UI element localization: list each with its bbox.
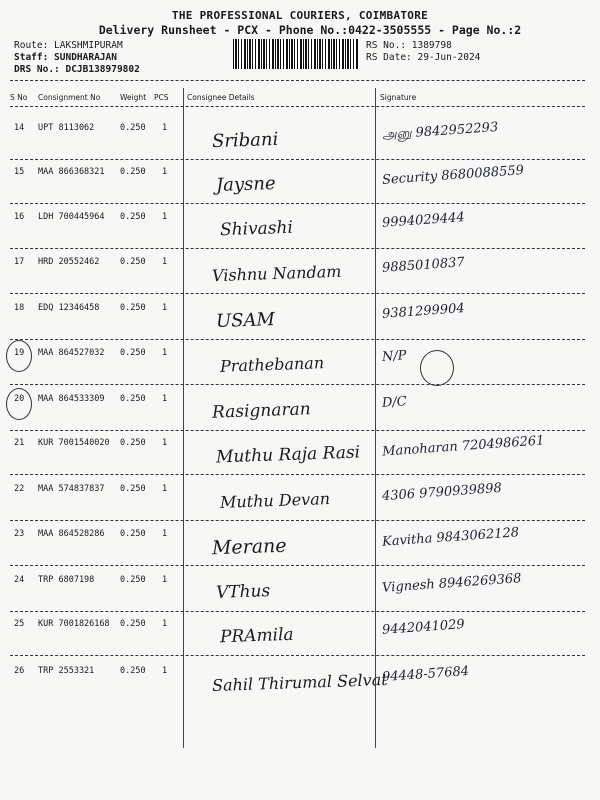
row-consignment: MAA 864528286 <box>38 529 105 539</box>
row-consignment: UPT 8113062 <box>38 123 95 133</box>
col-details: Consignee Details <box>187 93 255 102</box>
signature-text: அனு 9842952293 <box>381 119 499 144</box>
row-weight: 0.250 <box>120 212 146 222</box>
consignee-name: Muthu Raja Rasi <box>215 442 361 468</box>
signature-text: 94448-57684 <box>381 663 470 686</box>
row-divider <box>10 430 585 431</box>
consignee-name: Muthu Devan <box>219 489 331 512</box>
consignee-name: Sahil Thirumal Selvat <box>211 669 388 696</box>
consignee-name: PRAmila <box>219 624 294 648</box>
circle-mark <box>6 340 32 372</box>
consignee-name: Prathebanan <box>219 353 325 376</box>
consignee-name: USAM <box>215 308 276 333</box>
signature-text: 9381299904 <box>381 301 466 322</box>
company-title: THE PROFESSIONAL COURIERS, COIMBATORE <box>171 9 429 22</box>
row-divider <box>10 520 585 521</box>
row-weight: 0.250 <box>120 575 146 585</box>
row-weight: 0.250 <box>120 484 146 494</box>
barcode <box>233 39 358 69</box>
row-divider <box>10 474 585 475</box>
row-pcs: 1 <box>162 257 168 267</box>
consignee-name: Merane <box>211 534 287 560</box>
row-divider <box>10 159 585 160</box>
signature-text: Manoharan 7204986261 <box>381 433 545 460</box>
consignee-name: Rasignaran <box>211 399 311 423</box>
row-pcs: 1 <box>162 575 168 585</box>
row-consignment: KUR 7001826168 <box>38 619 110 629</box>
row-pcs: 1 <box>162 212 168 222</box>
row-sno: 15 <box>14 167 25 177</box>
row-divider <box>10 565 585 566</box>
row-consignment: EDQ 12346458 <box>38 303 100 313</box>
signature-text: D/C <box>381 394 408 411</box>
col-weight: Weight <box>120 93 147 102</box>
consignee-name: Shivashi <box>219 217 294 241</box>
divider <box>10 80 585 81</box>
row-sno: 24 <box>14 575 25 585</box>
row-consignment: HRD 20552462 <box>38 257 100 267</box>
signature-text: 9442041029 <box>381 617 466 638</box>
signature-text: 9885010837 <box>381 255 466 276</box>
row-consignment: LDH 700445964 <box>38 212 105 222</box>
row-divider <box>10 203 585 204</box>
row-sno: 21 <box>14 438 25 448</box>
row-sno: 25 <box>14 619 25 629</box>
row-pcs: 1 <box>162 666 168 676</box>
row-pcs: 1 <box>162 303 168 313</box>
circle-mark <box>6 388 32 420</box>
drs-number: DRS No.: DCJB138979802 <box>14 64 140 75</box>
row-weight: 0.250 <box>120 529 146 539</box>
signature-text: 4306 9790939898 <box>381 480 503 505</box>
row-weight: 0.250 <box>120 666 146 676</box>
col-pcs: PCS <box>154 93 169 102</box>
row-pcs: 1 <box>162 438 168 448</box>
row-consignment: KUR 7001540020 <box>38 438 110 448</box>
row-weight: 0.250 <box>120 303 146 313</box>
row-sno: 23 <box>14 529 25 539</box>
signature-text: Kavitha 9843062128 <box>381 525 520 550</box>
row-divider <box>10 293 585 294</box>
rs-number: RS No.: 1389798 <box>366 40 452 51</box>
row-sno: 18 <box>14 303 25 313</box>
row-consignment: MAA 864533309 <box>38 394 105 404</box>
row-weight: 0.250 <box>120 619 146 629</box>
row-weight: 0.250 <box>120 123 146 133</box>
row-sno: 19 <box>14 348 25 358</box>
row-weight: 0.250 <box>120 167 146 177</box>
col-sno: S No <box>10 93 28 102</box>
consignee-name: Vishnu Nandam <box>211 261 342 286</box>
row-consignment: TRP 6807198 <box>38 575 95 585</box>
row-pcs: 1 <box>162 394 168 404</box>
row-weight: 0.250 <box>120 348 146 358</box>
row-consignment: MAA 864527032 <box>38 348 105 358</box>
runsheet-subtitle: Delivery Runsheet - PCX - Phone No.:0422-3505555 - Page No.:2 <box>98 23 522 37</box>
row-pcs: 1 <box>162 529 168 539</box>
consignee-name: Sribani <box>211 128 279 153</box>
row-weight: 0.250 <box>120 438 146 448</box>
row-consignment: TRP 2553321 <box>38 666 95 676</box>
row-consignment: MAA 574837837 <box>38 484 105 494</box>
row-divider <box>10 384 585 385</box>
row-divider <box>10 248 585 249</box>
signature-text: Security 8680088559 <box>381 163 525 188</box>
staff-label: Staff: SUNDHARAJAN <box>14 52 117 63</box>
column-divider <box>375 88 376 748</box>
row-pcs: 1 <box>162 619 168 629</box>
circle-mark <box>420 350 454 386</box>
row-weight: 0.250 <box>120 394 146 404</box>
row-divider <box>10 611 585 612</box>
column-divider <box>183 88 184 748</box>
divider <box>10 106 585 107</box>
row-divider <box>10 339 585 340</box>
row-pcs: 1 <box>162 348 168 358</box>
rs-date: RS Date: 29-Jun-2024 <box>366 52 481 63</box>
consignee-name: Jaysne <box>215 172 276 197</box>
route-label: Route: LAKSHMIPURAM <box>14 40 123 51</box>
row-sno: 26 <box>14 666 25 676</box>
consignee-name: VThus <box>215 581 271 603</box>
col-consignment: Consignment No <box>38 93 101 102</box>
row-sno: 22 <box>14 484 25 494</box>
row-sno: 14 <box>14 123 25 133</box>
row-divider <box>10 655 585 656</box>
row-sno: 16 <box>14 212 25 222</box>
signature-text: Vignesh 8946269368 <box>381 571 522 596</box>
row-pcs: 1 <box>162 167 168 177</box>
row-sno: 17 <box>14 257 25 267</box>
row-sno: 20 <box>14 394 25 404</box>
signature-text: 9994029444 <box>381 210 466 231</box>
col-signature: Signature <box>380 93 417 102</box>
row-pcs: 1 <box>162 484 168 494</box>
row-consignment: MAA 866368321 <box>38 167 105 177</box>
signature-text: N/P <box>381 348 408 365</box>
row-pcs: 1 <box>162 123 168 133</box>
row-weight: 0.250 <box>120 257 146 267</box>
